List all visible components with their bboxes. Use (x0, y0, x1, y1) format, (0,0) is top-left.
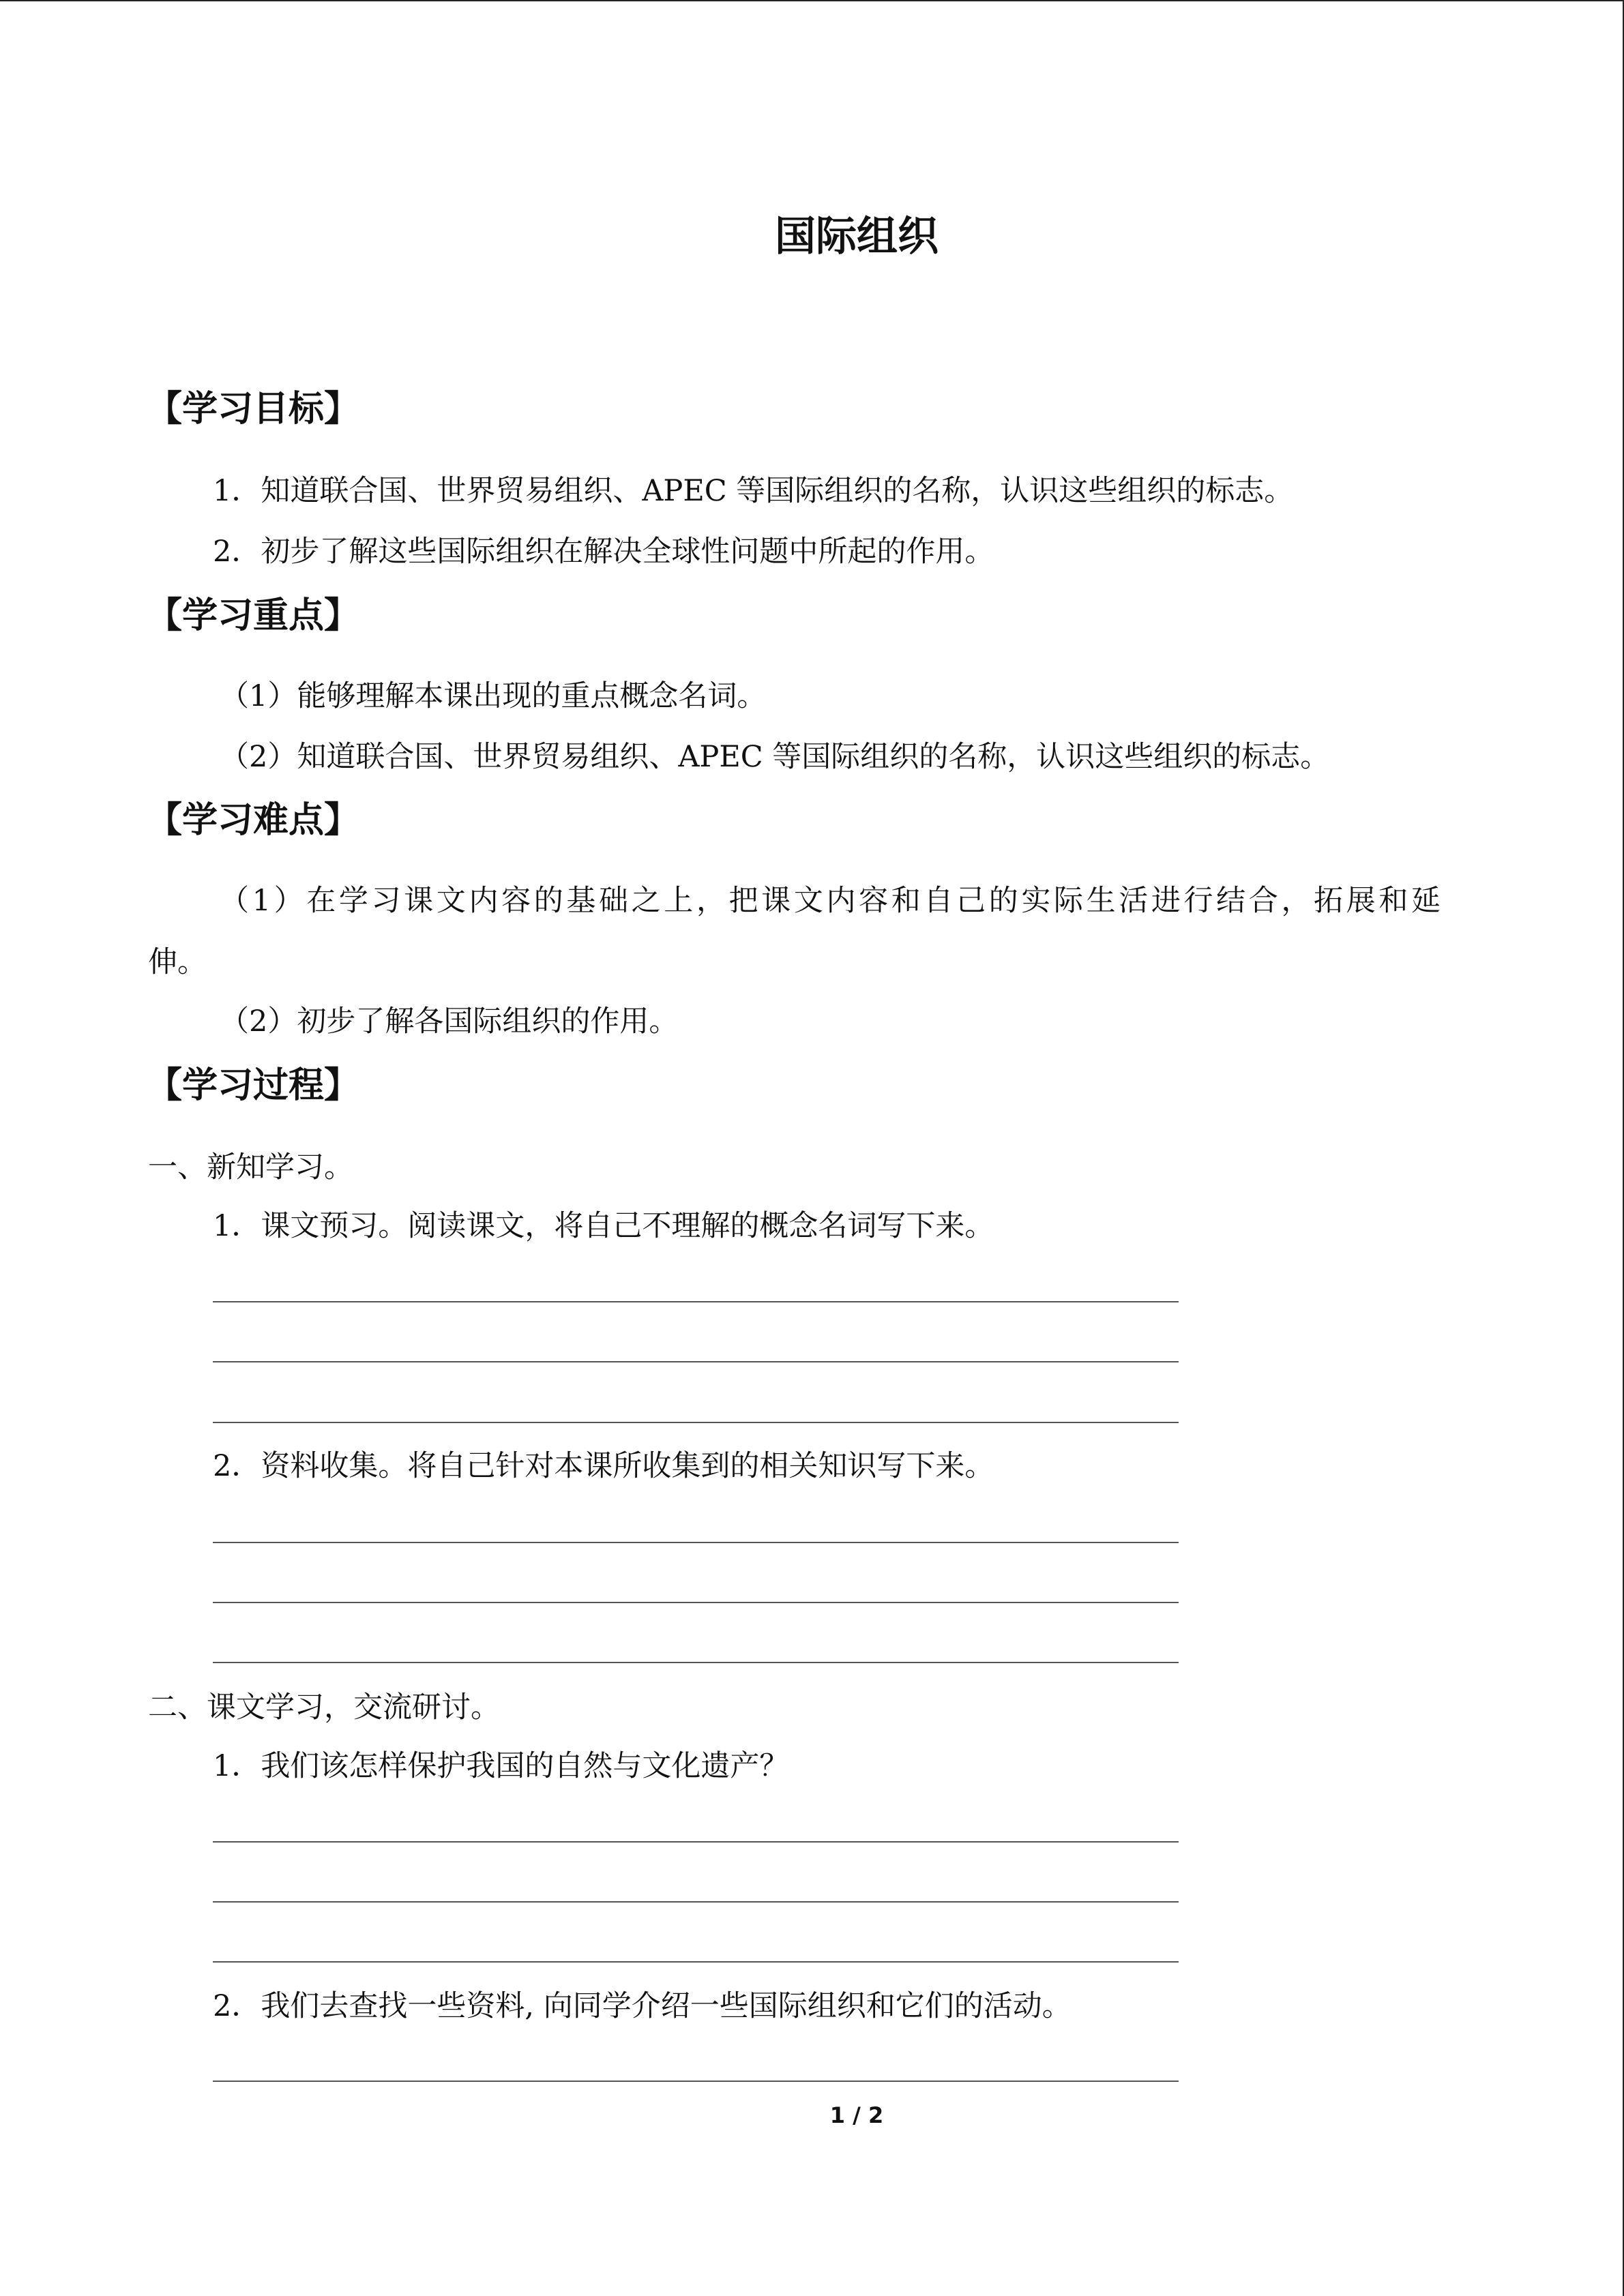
answer-line[interactable] (213, 1602, 1179, 1603)
difficulty-item-1-line-2: 伸。 (148, 945, 207, 979)
page-number: 1 / 2 (829, 2102, 884, 2128)
answer-line[interactable] (213, 1361, 1179, 1362)
answer-line[interactable] (213, 1422, 1179, 1423)
process-part-2-question-2: 2．我们去查找一些资料, 向同学介绍一些国际组织和它们的活动。 (213, 1989, 1072, 2023)
answer-line[interactable] (213, 1662, 1179, 1663)
key-point-item-1: （1）能够理解本课出现的重点概念名词。 (220, 679, 767, 713)
heading-process: 【学习过程】 (147, 1065, 360, 1106)
answer-line[interactable] (213, 1961, 1179, 1963)
answer-line[interactable] (213, 1542, 1179, 1543)
answer-line[interactable] (213, 2081, 1179, 2082)
process-part-1-title: 一、新知学习。 (148, 1150, 353, 1184)
objective-item-2: 2．初步了解这些国际组织在解决全球性问题中所起的作用。 (213, 535, 994, 569)
heading-difficulties: 【学习难点】 (147, 800, 360, 841)
heading-key-points: 【学习重点】 (147, 595, 360, 636)
difficulty-item-2: （2）初步了解各国际组织的作用。 (220, 1004, 679, 1039)
objective-item-1: 1．知道联合国、世界贸易组织、APEC 等国际组织的名称，认识这些组织的标志。 (213, 474, 1294, 508)
document-title: 国际组织 (775, 213, 939, 260)
process-part-1-question-2: 2．资料收集。将自己针对本课所收集到的相关知识写下来。 (213, 1449, 994, 1483)
process-part-1-question-1: 1．课文预习。阅读课文，将自己不理解的概念名词写下来。 (213, 1209, 994, 1243)
answer-line[interactable] (213, 1841, 1179, 1843)
heading-objectives: 【学习目标】 (147, 389, 360, 430)
answer-line[interactable] (213, 1301, 1179, 1302)
answer-line[interactable] (213, 1901, 1179, 1903)
process-part-2-title: 二、课文学习，交流研讨。 (148, 1690, 500, 1725)
difficulty-item-1-line-1: （1）在学习课文内容的基础之上，把课文内容和自己的实际生活进行结合，拓展和延 (220, 884, 1441, 918)
process-part-2-question-1: 1．我们该怎样保护我国的自然与文化遗产？ (213, 1749, 789, 1783)
key-point-item-2: （2）知道联合国、世界贸易组织、APEC 等国际组织的名称，认识这些组织的标志。 (220, 740, 1330, 774)
